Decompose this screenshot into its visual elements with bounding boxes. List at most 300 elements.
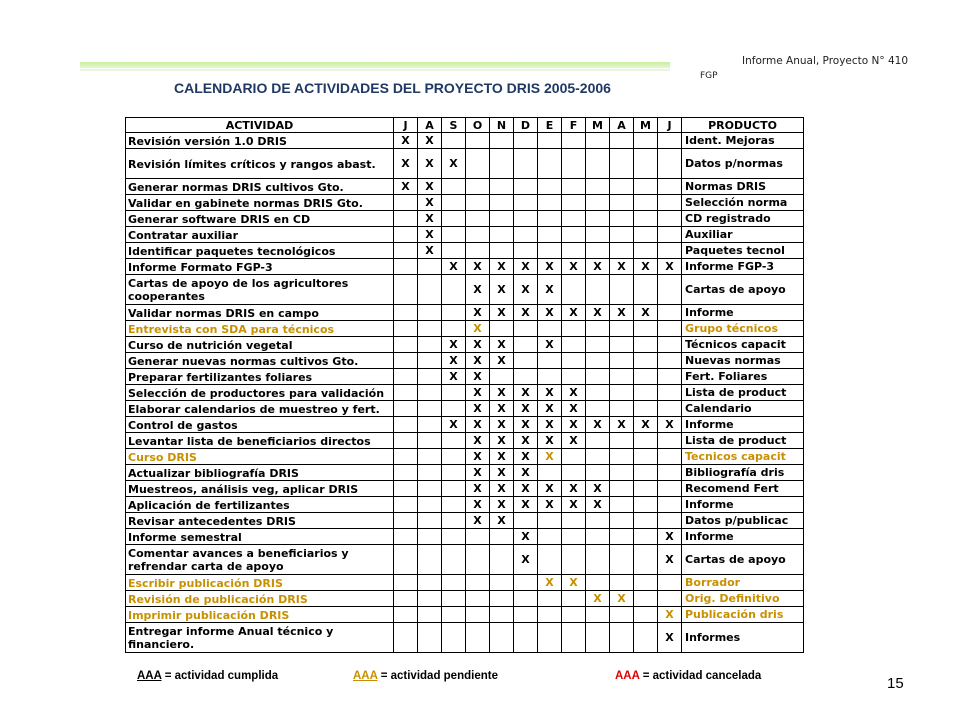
month-mark-cell (634, 179, 658, 195)
month-mark-cell: X (466, 353, 490, 369)
month-mark-cell (538, 321, 562, 337)
product-cell: Datos p/normas (682, 149, 804, 179)
month-mark-cell (442, 545, 466, 575)
column-header-month: S (442, 118, 466, 133)
product-cell: Fert. Foliares (682, 369, 804, 385)
month-mark-cell (658, 513, 682, 529)
month-mark-cell (658, 211, 682, 227)
month-mark-cell (586, 243, 610, 259)
month-mark-cell: X (538, 259, 562, 275)
month-mark-cell (562, 529, 586, 545)
month-mark-cell (658, 449, 682, 465)
product-cell: Borrador (682, 575, 804, 591)
month-mark-cell (490, 195, 514, 211)
month-mark-cell (634, 449, 658, 465)
table-row (126, 465, 804, 481)
month-mark-cell (394, 195, 418, 211)
month-mark-cell (394, 227, 418, 243)
month-mark-cell (658, 337, 682, 353)
product-cell: Auxiliar (682, 227, 804, 243)
activity-cell: Cartas de apoyo de los agricultores cooperantes (126, 275, 394, 305)
month-mark-cell (586, 149, 610, 179)
activity-cell: Revisión versión 1.0 DRIS (126, 133, 394, 149)
month-mark-cell (610, 623, 634, 653)
month-mark-cell (442, 513, 466, 529)
month-mark-cell (586, 337, 610, 353)
month-mark-cell: X (562, 259, 586, 275)
month-mark-cell: X (442, 259, 466, 275)
table-row (126, 607, 804, 623)
month-mark-cell (514, 243, 538, 259)
activity-cell: Selección de productores para validación (126, 385, 394, 401)
month-mark-cell: X (562, 433, 586, 449)
month-mark-cell: X (538, 481, 562, 497)
month-mark-cell (610, 195, 634, 211)
table-row (126, 353, 804, 369)
activity-cell: Actualizar bibliografía DRIS (126, 465, 394, 481)
activity-cell: Generar normas DRIS cultivos Gto. (126, 179, 394, 195)
product-cell: Calendario (682, 401, 804, 417)
month-mark-cell (418, 465, 442, 481)
month-mark-cell (610, 385, 634, 401)
month-mark-cell: X (610, 259, 634, 275)
month-mark-cell (658, 401, 682, 417)
month-mark-cell (562, 211, 586, 227)
legend-cancelled-label: = actividad cancelada (642, 670, 762, 682)
table-row (126, 417, 804, 433)
table-row (126, 623, 804, 653)
month-mark-cell (658, 385, 682, 401)
month-mark-cell (394, 385, 418, 401)
month-mark-cell (634, 211, 658, 227)
product-cell: Grupo técnicos (682, 321, 804, 337)
activity-cell: Generar software DRIS en CD (126, 211, 394, 227)
month-mark-cell (634, 149, 658, 179)
month-mark-cell (586, 179, 610, 195)
month-mark-cell (562, 227, 586, 243)
month-mark-cell: X (658, 417, 682, 433)
month-mark-cell: X (538, 575, 562, 591)
month-mark-cell (538, 243, 562, 259)
month-mark-cell: X (442, 353, 466, 369)
month-mark-cell: X (514, 417, 538, 433)
month-mark-cell (610, 275, 634, 305)
month-mark-cell: X (586, 497, 610, 513)
month-mark-cell (610, 369, 634, 385)
month-mark-cell (466, 179, 490, 195)
month-mark-cell (610, 465, 634, 481)
month-mark-cell (658, 433, 682, 449)
legend-done-label: = actividad cumplida (164, 670, 279, 682)
product-cell: Nuevas normas (682, 353, 804, 369)
month-mark-cell (490, 529, 514, 545)
month-mark-cell (490, 321, 514, 337)
month-mark-cell (490, 607, 514, 623)
month-mark-cell (466, 623, 490, 653)
month-mark-cell (658, 227, 682, 243)
month-mark-cell (658, 179, 682, 195)
product-cell: CD registrado (682, 211, 804, 227)
month-mark-cell (562, 353, 586, 369)
month-mark-cell (490, 545, 514, 575)
month-mark-cell (442, 591, 466, 607)
month-mark-cell (442, 497, 466, 513)
legend-cancelled (615, 670, 761, 682)
month-mark-cell (442, 305, 466, 321)
month-mark-cell (658, 481, 682, 497)
month-mark-cell (586, 321, 610, 337)
month-mark-cell (442, 449, 466, 465)
month-mark-cell (514, 179, 538, 195)
month-mark-cell (466, 575, 490, 591)
month-mark-cell: X (490, 465, 514, 481)
month-mark-cell (658, 369, 682, 385)
month-mark-cell (538, 133, 562, 149)
month-mark-cell (394, 417, 418, 433)
month-mark-cell (634, 497, 658, 513)
column-header-month: M (634, 118, 658, 133)
month-mark-cell (562, 321, 586, 337)
month-mark-cell (394, 305, 418, 321)
month-mark-cell (634, 481, 658, 497)
month-mark-cell: X (610, 417, 634, 433)
month-mark-cell (562, 465, 586, 481)
month-mark-cell: X (466, 275, 490, 305)
month-mark-cell: X (466, 497, 490, 513)
month-mark-cell: X (466, 259, 490, 275)
month-mark-cell (634, 337, 658, 353)
month-mark-cell (514, 133, 538, 149)
month-mark-cell: X (562, 385, 586, 401)
month-mark-cell (586, 575, 610, 591)
month-mark-cell (610, 149, 634, 179)
month-mark-cell: X (586, 481, 610, 497)
table-row (126, 321, 804, 337)
month-mark-cell (442, 275, 466, 305)
column-header-month: J (394, 118, 418, 133)
month-mark-cell: X (658, 259, 682, 275)
month-mark-cell (394, 545, 418, 575)
month-mark-cell: X (490, 353, 514, 369)
month-mark-cell (514, 321, 538, 337)
month-mark-cell (586, 353, 610, 369)
month-mark-cell: X (514, 497, 538, 513)
month-mark-cell (466, 591, 490, 607)
month-mark-cell (442, 465, 466, 481)
month-mark-cell (586, 369, 610, 385)
month-mark-cell: X (610, 591, 634, 607)
product-cell: Informe (682, 417, 804, 433)
activity-cell: Preparar fertilizantes foliares (126, 369, 394, 385)
month-mark-cell (442, 607, 466, 623)
month-mark-cell (514, 227, 538, 243)
month-mark-cell (634, 133, 658, 149)
month-mark-cell (634, 623, 658, 653)
column-header-product: PRODUCTO (682, 118, 804, 133)
table-row (126, 275, 804, 305)
month-mark-cell (394, 607, 418, 623)
month-mark-cell (562, 133, 586, 149)
month-mark-cell (418, 401, 442, 417)
month-mark-cell (442, 227, 466, 243)
activity-cell: Aplicación de fertilizantes (126, 497, 394, 513)
month-mark-cell (586, 275, 610, 305)
month-mark-cell (418, 259, 442, 275)
month-mark-cell (418, 305, 442, 321)
month-mark-cell: X (490, 481, 514, 497)
product-cell: Datos p/publicac (682, 513, 804, 529)
month-mark-cell (538, 513, 562, 529)
month-mark-cell: X (466, 305, 490, 321)
header-rule (80, 62, 670, 68)
month-mark-cell (562, 275, 586, 305)
month-mark-cell (586, 385, 610, 401)
month-mark-cell (394, 465, 418, 481)
month-mark-cell: X (538, 337, 562, 353)
month-mark-cell: X (490, 259, 514, 275)
month-mark-cell: X (514, 449, 538, 465)
month-mark-cell (418, 529, 442, 545)
month-mark-cell (394, 369, 418, 385)
month-mark-cell: X (418, 179, 442, 195)
month-mark-cell (538, 545, 562, 575)
month-mark-cell (610, 337, 634, 353)
activity-cell: Muestreos, análisis veg, aplicar DRIS (126, 481, 394, 497)
month-mark-cell (442, 481, 466, 497)
month-mark-cell (394, 353, 418, 369)
month-mark-cell: X (442, 417, 466, 433)
month-mark-cell (442, 195, 466, 211)
month-mark-cell: X (442, 337, 466, 353)
table-row (126, 211, 804, 227)
month-mark-cell (394, 591, 418, 607)
month-mark-cell (394, 243, 418, 259)
month-mark-cell (394, 337, 418, 353)
month-mark-cell: X (562, 305, 586, 321)
month-mark-cell: X (538, 433, 562, 449)
month-mark-cell (466, 607, 490, 623)
month-mark-cell (634, 321, 658, 337)
month-mark-cell: X (418, 133, 442, 149)
month-mark-cell (466, 529, 490, 545)
table-row (126, 133, 804, 149)
table-row (126, 529, 804, 545)
month-mark-cell: X (466, 465, 490, 481)
month-mark-cell (634, 275, 658, 305)
month-mark-cell: X (514, 305, 538, 321)
month-mark-cell (538, 529, 562, 545)
product-cell: Paquetes tecnol (682, 243, 804, 259)
table-row (126, 305, 804, 321)
month-mark-cell (610, 179, 634, 195)
column-header-month: D (514, 118, 538, 133)
month-mark-cell: X (490, 337, 514, 353)
month-mark-cell (442, 243, 466, 259)
month-mark-cell: X (634, 417, 658, 433)
month-mark-cell (562, 591, 586, 607)
table-body (126, 133, 804, 653)
month-mark-cell (610, 133, 634, 149)
table-row (126, 591, 804, 607)
month-mark-cell (490, 575, 514, 591)
month-mark-cell (514, 591, 538, 607)
month-mark-cell: X (466, 385, 490, 401)
activity-cell: Entregar informe Anual técnico y financiero. (126, 623, 394, 653)
activity-cell: Entrevista con SDA para técnicos (126, 321, 394, 337)
month-mark-cell: X (658, 623, 682, 653)
month-mark-cell: X (466, 401, 490, 417)
month-mark-cell (634, 591, 658, 607)
month-mark-cell (418, 385, 442, 401)
month-mark-cell (442, 385, 466, 401)
month-mark-cell: X (514, 275, 538, 305)
month-mark-cell (514, 195, 538, 211)
month-mark-cell: X (466, 337, 490, 353)
month-mark-cell (418, 369, 442, 385)
month-mark-cell (610, 227, 634, 243)
month-mark-cell (442, 575, 466, 591)
month-mark-cell (394, 259, 418, 275)
activity-cell: Informe Formato FGP-3 (126, 259, 394, 275)
month-mark-cell: X (658, 545, 682, 575)
month-mark-cell: X (658, 529, 682, 545)
month-mark-cell (634, 545, 658, 575)
month-mark-cell (394, 575, 418, 591)
month-mark-cell (514, 513, 538, 529)
month-mark-cell (634, 227, 658, 243)
month-mark-cell (418, 337, 442, 353)
month-mark-cell (418, 497, 442, 513)
month-mark-cell (586, 607, 610, 623)
month-mark-cell (442, 623, 466, 653)
activity-cell: Identificar paquetes tecnológicos (126, 243, 394, 259)
activity-cell: Elaborar calendarios de muestreo y fert. (126, 401, 394, 417)
month-mark-cell (418, 545, 442, 575)
month-mark-cell (538, 195, 562, 211)
legend-done (137, 670, 278, 682)
month-mark-cell: X (490, 385, 514, 401)
product-cell: Lista de product (682, 385, 804, 401)
month-mark-cell: X (466, 369, 490, 385)
product-cell: Cartas de apoyo (682, 545, 804, 575)
month-mark-cell (634, 243, 658, 259)
month-mark-cell: X (586, 259, 610, 275)
month-mark-cell (586, 227, 610, 243)
column-header-month: N (490, 118, 514, 133)
month-mark-cell (586, 529, 610, 545)
month-mark-cell: X (466, 417, 490, 433)
month-mark-cell (610, 449, 634, 465)
month-mark-cell (634, 575, 658, 591)
month-mark-cell (634, 607, 658, 623)
month-mark-cell (586, 623, 610, 653)
legend-pending (353, 670, 498, 682)
month-mark-cell (490, 227, 514, 243)
column-header-activity: ACTIVIDAD (126, 118, 394, 133)
month-mark-cell (466, 195, 490, 211)
month-mark-cell (538, 227, 562, 243)
month-mark-cell: X (610, 305, 634, 321)
activity-cell: Validar normas DRIS en campo (126, 305, 394, 321)
month-mark-cell (418, 575, 442, 591)
month-mark-cell: X (490, 433, 514, 449)
header-rule-thin (80, 69, 670, 71)
month-mark-cell (634, 369, 658, 385)
product-cell: Normas DRIS (682, 179, 804, 195)
month-mark-cell (634, 513, 658, 529)
table-row (126, 369, 804, 385)
month-mark-cell (658, 321, 682, 337)
month-mark-cell (610, 575, 634, 591)
month-mark-cell (466, 243, 490, 259)
activity-cell: Curso DRIS (126, 449, 394, 465)
month-mark-cell: X (466, 449, 490, 465)
month-mark-cell (610, 321, 634, 337)
month-mark-cell: X (514, 385, 538, 401)
product-cell: Informe FGP-3 (682, 259, 804, 275)
month-mark-cell (610, 211, 634, 227)
table-row (126, 575, 804, 591)
month-mark-cell: X (490, 401, 514, 417)
product-cell: Cartas de apoyo (682, 275, 804, 305)
activity-cell: Escribir publicación DRIS (126, 575, 394, 591)
month-mark-cell (514, 607, 538, 623)
month-mark-cell (562, 179, 586, 195)
month-mark-cell (586, 211, 610, 227)
activity-cell: Imprimir publicación DRIS (126, 607, 394, 623)
product-cell: Recomend Fert (682, 481, 804, 497)
month-mark-cell (394, 321, 418, 337)
month-mark-cell (658, 275, 682, 305)
month-mark-cell (490, 149, 514, 179)
month-mark-cell (562, 195, 586, 211)
month-mark-cell: X (490, 275, 514, 305)
month-mark-cell (610, 497, 634, 513)
month-mark-cell (442, 133, 466, 149)
legend-pending-label: = actividad pendiente (380, 670, 498, 682)
month-mark-cell (610, 481, 634, 497)
month-mark-cell (394, 497, 418, 513)
month-mark-cell (394, 529, 418, 545)
month-mark-cell (490, 243, 514, 259)
month-mark-cell: X (490, 513, 514, 529)
month-mark-cell: X (490, 497, 514, 513)
activity-cell: Control de gastos (126, 417, 394, 433)
month-mark-cell (538, 607, 562, 623)
table-row (126, 481, 804, 497)
month-mark-cell: X (538, 305, 562, 321)
month-mark-cell (394, 433, 418, 449)
month-mark-cell (538, 591, 562, 607)
month-mark-cell (394, 211, 418, 227)
column-header-month: A (610, 118, 634, 133)
month-mark-cell (418, 275, 442, 305)
month-mark-cell (394, 481, 418, 497)
month-mark-cell (514, 623, 538, 653)
month-mark-cell (538, 179, 562, 195)
month-mark-cell (394, 513, 418, 529)
column-header-month: A (418, 118, 442, 133)
month-mark-cell (418, 417, 442, 433)
month-mark-cell: X (418, 195, 442, 211)
month-mark-cell: X (490, 305, 514, 321)
month-mark-cell: X (442, 149, 466, 179)
table-row (126, 259, 804, 275)
month-mark-cell (418, 591, 442, 607)
product-cell: Orig. Definitivo (682, 591, 804, 607)
month-mark-cell (418, 481, 442, 497)
month-mark-cell (586, 433, 610, 449)
